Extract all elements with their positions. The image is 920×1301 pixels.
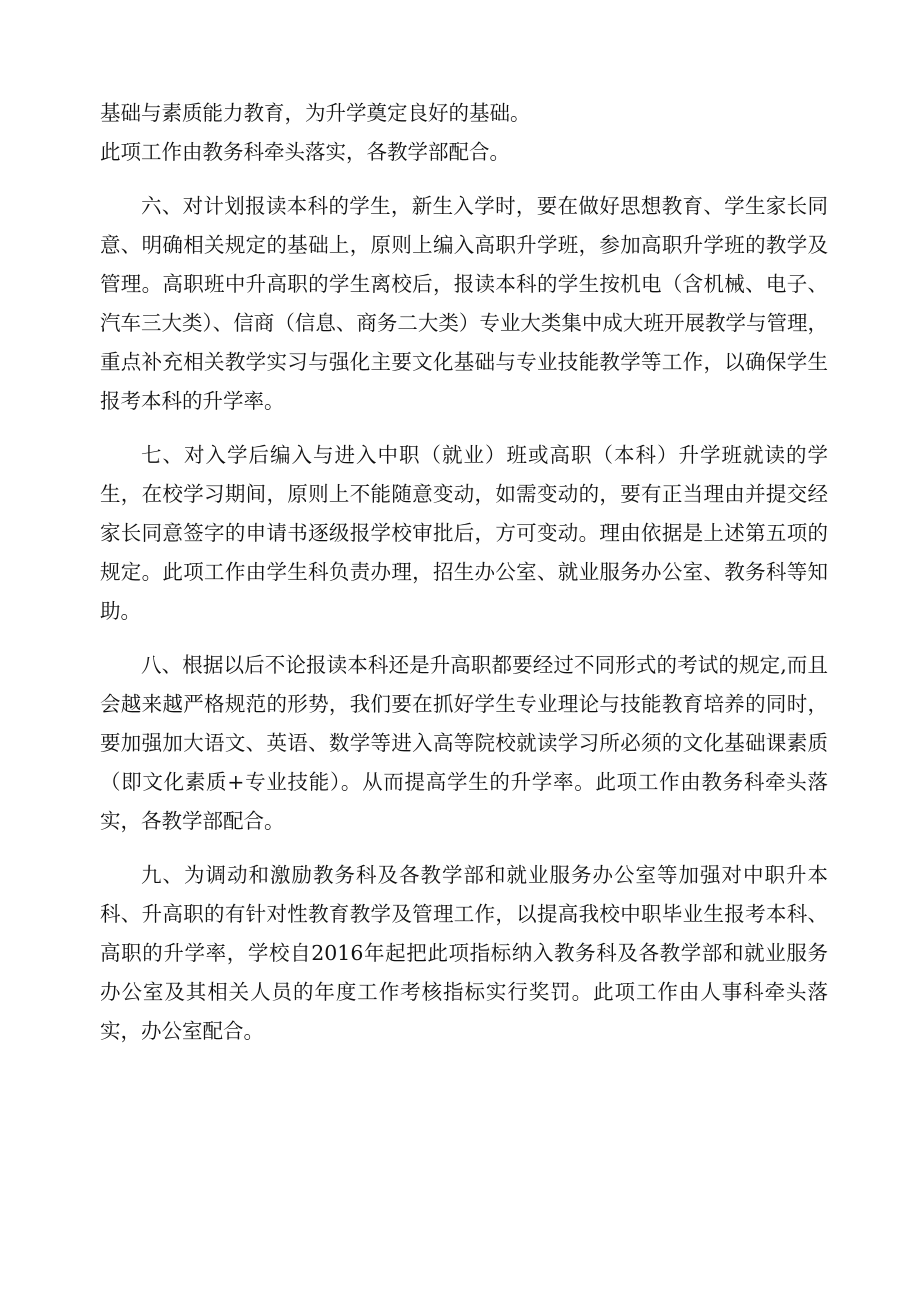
- paragraph-item-eight: 八、根据以后不论报读本科还是升高职都要经过不同形式的考试的规定,而且会越来越严格规范的形势，我们要在抓好学生专业理论与技能教育培养的同时，要加强加大语文、英语、数学等进入高等院校就读学习所必须的文化基础课素质（即文化素质+专业技能）。从而提高学生的升学率。此项工作由教务科牵头落实，各教学部配合。: [100, 653, 828, 833]
- paragraph-continuation: 基础与素质能力教育，为升学奠定良好的基础。: [100, 101, 531, 125]
- paragraph-responsibility: 此项工作由教务科牵头落实，各教学部配合。: [100, 140, 510, 164]
- paragraph-item-seven: 七、对入学后编入与进入中职（就业）班或高职（本科）升学班就读的学生，在校学习期间，原则上不能随意变动，如需变动的，要有正当理由并提交经家长同意签字的申请书逐级报学校审批后，方可变动。理由依据是上述第五项的规定。此项工作由学生科负责办理，招生办公室、就业服务办公室、教务科等知助。: [100, 443, 828, 623]
- paragraph-item-six: 六、对计划报读本科的学生，新生入学时，要在做好思想教育、学生家长同意、明确相关规定的基础上，原则上编入高职升学班，参加高职升学班的教学及管理。高职班中升高职的学生离校后，报读本科的学生按机电（含机械、电子、汽车三大类）、信商（信息、商务二大类）专业大类集中成大班开展教学与管理，重点补充相关教学实习与强化主要文化基础与专业技能教学等工作，以确保学生报考本科的升学率。: [100, 194, 828, 413]
- document-body: [100, 94, 828, 1051]
- paragraph-item-nine: 九、为调动和激励教务科及各教学部和就业服务办公室等加强对中职升本科、升高职的有针对性教育教学及管理工作，以提高我校中职毕业生报考本科、高职的升学率，学校自2016年起把此项指标纳入教务科及各教学部和就业服务办公室及其相关人员的年度工作考核指标实行奖罚。此项工作由人事科牵头落实，办公室配合。: [100, 863, 828, 1043]
